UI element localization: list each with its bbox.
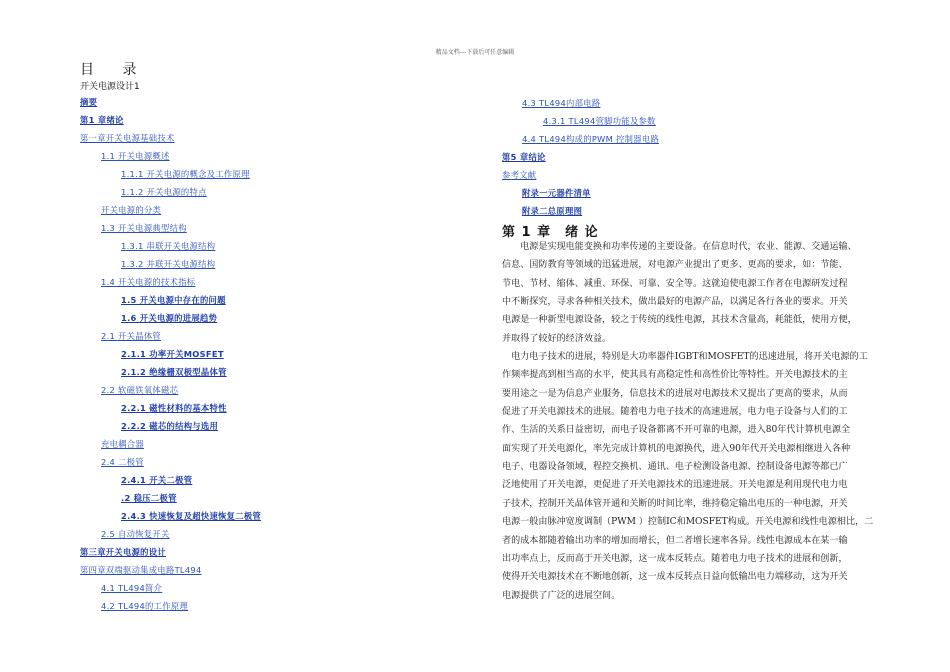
body-line: 电力电子技术的进展，特别是大功率器件IGBT和MOSFET的迅速进展，将开关电源的工	[502, 352, 868, 363]
toc-link[interactable]: 2.1 开关晶体管	[101, 331, 162, 341]
body-line: 作、生活的关系日益密切，而电子设备都离不开可靠的电源，进入80年代计算机电源全	[502, 425, 851, 436]
toc-link[interactable]: 第四章双端驱动集成电路TL494	[80, 565, 202, 575]
body-line: 使得开关电源技术在不断地创新，这一成本反转点日益向低输出电力端移动，这为开关	[502, 572, 848, 583]
toc-link[interactable]: 1.3.1 串联开关电源结构	[121, 241, 216, 251]
toc-link[interactable]: 1.1.2 开关电源的特点	[121, 187, 207, 197]
body-line: 并取得了较好的经济效益。	[502, 333, 612, 344]
toc-link[interactable]: 1.3.2 并联开关电源结构	[121, 259, 216, 269]
document-title: 开关电源设计1	[80, 82, 140, 92]
body-line: 信息、国防教育等领域的迅猛进展，对电源产业提出了更多、更高的要求，如：节能、	[502, 260, 848, 271]
body-line: 子技术，控制开关晶体管开通和关断的时间比率，维持稳定输出电压的一种电源，开关	[502, 498, 848, 509]
body-line: 电源是实现电能变换和功率传递的主要设备。在信息时代，农业、能源、交通运输、	[502, 242, 857, 252]
body-line: 泛地使用了开关电源，更促进了开关电源技术的迅速进展。开关电源是利用现代电力电	[502, 480, 848, 491]
toc-link[interactable]: 4.2 TL494的工作原理	[101, 601, 189, 611]
body-line: 要用途之一是为信息产业服务，信息技术的进展对电源技术又提出了更高的要求，从而	[502, 388, 848, 399]
toc-link[interactable]: 第三章开关电源的设计	[80, 547, 166, 557]
toc-link[interactable]: 第1 章绪论	[80, 115, 124, 125]
toc-link[interactable]: 2.4.1 开关二极管	[121, 475, 193, 485]
body-line: 者的成本都随着输出功率的增加而增长，但二者增长速率各异。线性电源成本在某一输	[502, 535, 848, 546]
toc-link[interactable]: .2 稳压二极管	[121, 493, 177, 503]
body-line: 电源是一种新型电源设备，较之于传统的线性电源，其技术含量高，耗能低，使用方便，	[502, 315, 857, 326]
body-line: 作频率提高到相当高的水平，使其具有高稳定性和高性价比等特性。开关电源技术的主	[502, 370, 848, 381]
chapter-number: 第 1 章	[502, 225, 552, 240]
toc-link[interactable]: 2.2.1 磁性材料的基本特性	[121, 403, 227, 413]
chapter-body	[502, 238, 894, 605]
toc-link[interactable]: 2.1.1 功率开关MOSFET	[121, 349, 224, 359]
body-line: 出功率点上，反而高于开关电源，这一成本反转点。随着电力电子技术的进展和创新，	[502, 553, 848, 564]
body-line: 电源提供了广泛的进展空间。	[502, 590, 621, 601]
toc-link[interactable]: 2.2.2 磁芯的结构与选用	[121, 421, 219, 431]
toc-link[interactable]: 4.4 TL494构成的PWM 控制器电路	[522, 134, 660, 144]
toc-link[interactable]: 摘要	[80, 97, 98, 107]
toc-link[interactable]: 1.3 开关电源典型结构	[101, 223, 187, 233]
toc-link[interactable]: 4.3.1 TL494管脚功能及参数	[543, 116, 656, 126]
toc-link[interactable]: 2.4.3 快速恢复及超快速恢复二极管	[121, 511, 262, 521]
toc-title: 目 录	[80, 62, 149, 78]
toc-link[interactable]: 1.1.1 开关电源的概念及工作原理	[121, 169, 250, 179]
chapter-name: 绪 论	[565, 225, 599, 240]
page-header: 精品文档---下载后可任意编辑	[435, 49, 515, 56]
body-line: 电源一般由脉冲宽度调制（PWM ）控制IC和MOSFET构成。开关电源和线性电源相比，二	[502, 517, 874, 528]
body-line: 节电、节材、缩体、减重、环保、可靠、安全等。这就迫使电源工作者在电源研发过程	[502, 278, 848, 289]
toc-link[interactable]: 2.5 自动恢复开关	[101, 529, 170, 539]
body-line: 中不断探究，寻求各种相关技术，做出最好的电源产品，以满足各行各业的要求。开关	[502, 297, 848, 308]
toc-link[interactable]: 第一章开关电源基础技术	[80, 133, 175, 143]
toc-link[interactable]: 充电耦合器	[101, 439, 144, 449]
toc-link[interactable]: 第5 章结论	[502, 152, 546, 162]
toc-link[interactable]: 附录一元器件清单	[522, 188, 591, 198]
toc-link[interactable]: 1.5 开关电源中存在的问题	[121, 295, 226, 305]
toc-link[interactable]: 2.1.2 绝缘栅双极型晶体管	[121, 367, 227, 377]
toc-link[interactable]: 4.1 TL494简介	[101, 583, 163, 593]
toc-link[interactable]: 4.3 TL494内部电路	[522, 98, 601, 108]
toc-link[interactable]: 1.4 开关电源的技术指标	[101, 277, 196, 287]
toc-link[interactable]: 参考文献	[502, 170, 537, 180]
body-line: 面实现了开关电源化，率先完成计算机的电源换代，进入90年代开关电源相继进入各种	[502, 443, 851, 454]
toc-link[interactable]: 2.2 软磁铁氧体磁芯	[101, 385, 179, 395]
toc-link[interactable]: 开关电源的分类	[101, 205, 162, 215]
toc-link[interactable]: 1.1 开关电源概述	[101, 151, 170, 161]
body-line: 促进了开关电源技术的进展。随着电力电子技术的高速进展，电力电子设备与人们的工	[502, 407, 848, 418]
toc-link[interactable]: 1.6 开关电源的进展趋势	[121, 313, 218, 323]
body-line: 电子、电器设备领域，程控交换机、通讯、电子检测设备电源、控制设备电源等都已广	[502, 462, 848, 473]
toc-link[interactable]: 2.4 二极管	[101, 457, 144, 467]
toc-link[interactable]: 附录二总原理图	[522, 206, 583, 216]
